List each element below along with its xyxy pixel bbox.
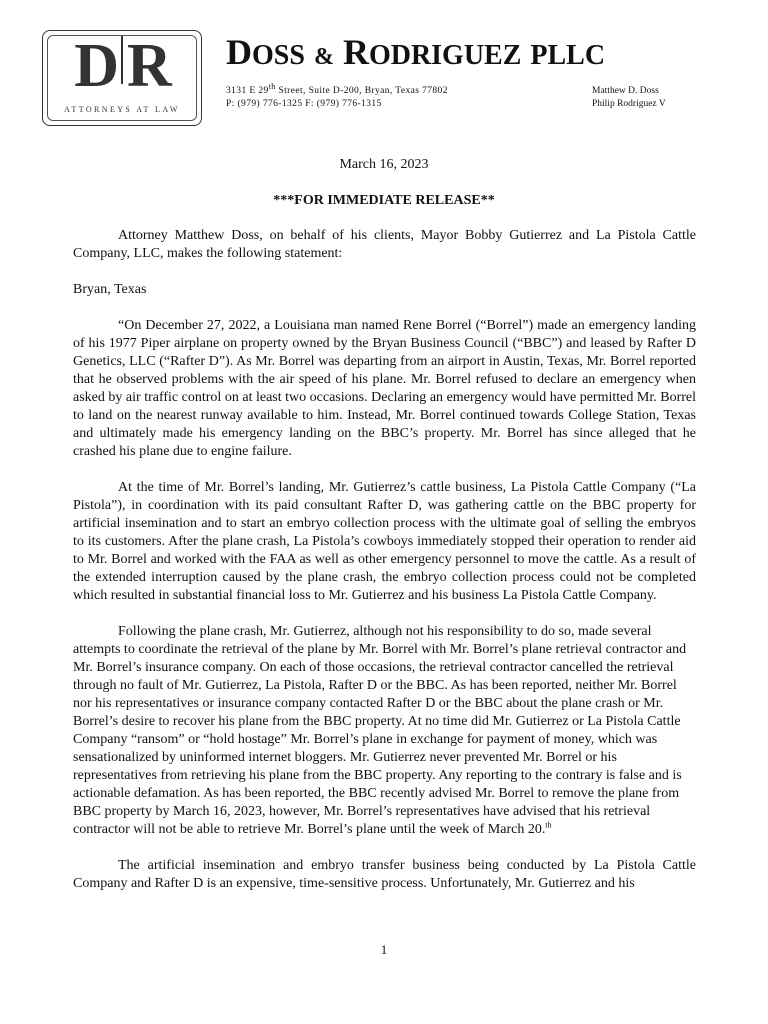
firm-name [226, 30, 605, 79]
partner-name: Philip Rodriguez V [592, 99, 666, 109]
logo-monogram [43, 32, 201, 100]
partner-list [592, 85, 666, 111]
paragraph-1: “On December 27, 2022, a Louisiana man named Rene Borrel (“Borrel”) made an emergency landing of his 1977 Piper airplane on property owned by the Bryan Business Council (“BBC”) and leased by Rafter D Genetics, LLC (“Rafter D”). As Mr. Borrel was departing from an airport in Austin, Texas, Mr. Borrel reported that he observed problems with the air speed of his plane. Mr. Borrel refused to declare an emergency when asked by air traffic control on at least two occasions. Declaring an emergency would have permitted Mr. Borrel to land on the nearest runway available to him. Instead, Mr. Borrel continued towards College Station, Texas and ultimately made his emergency landing on the BBC’s property. Mr. Borrel has since alleged that he crashed his plane due to engine failure. [73, 318, 696, 459]
logo-divider [121, 36, 123, 84]
firm-name-initial-d: D [226, 32, 252, 72]
firm-name-initial-r: R [342, 32, 369, 72]
firm-name-pllc: PLLC [530, 40, 606, 71]
location-line: Bryan, Texas [73, 282, 147, 297]
paragraph-3-ordinal: th [545, 820, 552, 830]
logo-letter-r: R [127, 32, 170, 100]
address-ordinal: th [268, 81, 276, 91]
firm-name-doss: OSS [252, 40, 305, 71]
paragraph-3 [73, 623, 696, 839]
release-heading: ***FOR IMMEDIATE RELEASE** [273, 193, 495, 208]
letter-date: March 16, 2023 [339, 157, 429, 172]
firm-address [226, 81, 448, 98]
intro-paragraph: Attorney Matthew Doss, on behalf of his clients, Mayor Bobby Gutierrez and La Pistola Cattle Company, LLC, makes the following statement: [73, 228, 696, 261]
partner-name: Matthew D. Doss [592, 86, 659, 96]
paragraph-2: At the time of Mr. Borrel’s landing, Mr. Gutierrez’s cattle business, La Pistola Cattle Company (“La Pistola”), in coordination with its paid consultant Rafter D, was gathering cattle on the BBC property for artificial insemination and to start an embryo collection process with the ultimate goal of selling the embryos to its customers. After the plane crash, La Pistola’s cowboys immediately stopped their operation to render aid to Mr. Borrel and worked with the FAA as well as other emergency personnel to move the cattle. As a result of the extended interruption caused by the plane crash, the embryo collection process could not be completed which resulted in substantial financial loss to Mr. Gutierrez and his business La Pistola Cattle Company. [73, 480, 696, 603]
firm-address-block [226, 81, 448, 111]
page-number: 1 [380, 942, 388, 957]
logo-subtitle: ATTORNEYS AT LAW [64, 105, 180, 114]
address-rest: Street, Suite D-200, Bryan, Texas 77802 [275, 86, 448, 96]
firm-logo [42, 30, 202, 126]
firm-name-rodriguez: ODRIGUEZ [368, 40, 522, 71]
paragraph-3-text: Following the plane crash, Mr. Gutierrez, although not his responsibility to do so, made several attempts to coordinate the retrieval of the plane by Mr. Borrel with Mr. Borrel’s plane retrieval contractor and Mr. Borrel’s insurance company. On each of those occasions, the retrieval contractor cancelled the retrieval through no fault of Mr. Gutierrez, La Pistola, Rafter D or the BBC. As has been reported, neither Mr. Borrel nor his representatives or insurance company contacted Rafter D or the BBC about the plane crash or Mr. Borrel’s desire to recover his plane from the BBC property. At no time did Mr. Gutierrez or La Pistola Cattle Company “ransom” or “hold hostage” Mr. Borrel’s plane in exchange for payment of money, which was sensationalized by uninformed internet bloggers. Mr. Gutierrez never prevented Mr. Borrel or his representatives from retrieving his plane from the BBC property. Any reporting to the contrary is false and is actionable defamation. As has been reported, the BBC recently advised Mr. Borrel to remove the plane from BBC property by March 16, 2023, however, Mr. Borrel’s representatives have advised that his retrieval contractor will not be able to retrieve Mr. Borrel’s plane until the week of March 20. [73, 624, 687, 837]
paragraph-4: The artificial insemination and embryo transfer business being conducted by La Pistola Cattle Company and Rafter D is an expensive, time-sensitive process. Unfortunately, Mr. Gutierrez and his [73, 858, 696, 891]
logo-letter-d: D [74, 32, 117, 100]
firm-name-ampersand: & [313, 44, 334, 70]
statement-body [73, 227, 696, 911]
firm-phone-fax: P: (979) 776-1325 F: (979) 776-1315 [226, 99, 382, 109]
address-street-number: 3131 E 29 [226, 86, 269, 96]
